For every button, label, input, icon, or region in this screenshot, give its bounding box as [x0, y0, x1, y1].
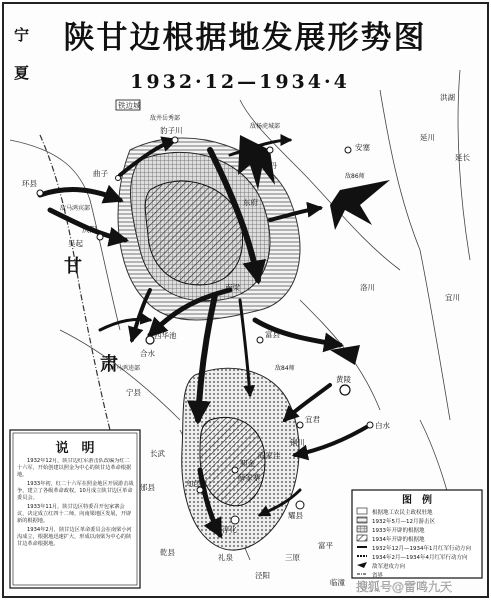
legend-item: 省界 [372, 573, 384, 579]
city-marker [257, 337, 263, 343]
place-huanxian: 环县 [22, 179, 37, 188]
legend-item: 敌军进攻方向 [372, 564, 406, 570]
place-huangling: 黄陵 [336, 375, 351, 384]
place-yanchuan: 延川 [420, 133, 435, 142]
place-zhidan: 志丹 [262, 161, 277, 170]
place-anjiaoliang: 安塞 [355, 143, 370, 152]
notes-title: 说 明 [55, 441, 95, 456]
place-baodianziao: 豹子川 [160, 126, 183, 135]
city-marker [297, 422, 303, 428]
city-marker [146, 336, 154, 344]
place-baishui: 白水 [375, 421, 390, 430]
place-fuxian: 富县 [265, 330, 280, 339]
place-yijun: 宜君 [305, 415, 320, 424]
place-lintong: 临潼 [330, 578, 345, 587]
city-marker [231, 516, 239, 524]
legend-item: 1932年12月—1934年1月红军行动方向 [372, 546, 471, 552]
place-wuqi: 吴起 [68, 239, 83, 248]
city-marker [37, 190, 43, 196]
place-yuanjiagou: 阎家洼 [258, 451, 281, 460]
city-marker [116, 176, 121, 181]
place-yanchang: 延长 [455, 153, 470, 162]
place-chunhua: 淳化 [222, 525, 237, 534]
place-changwu: 长武 [150, 449, 165, 458]
city-marker [172, 137, 178, 143]
place-liquan: 礼泉 [218, 553, 233, 562]
place-xuejiazhai: 薛家寨 [238, 473, 261, 482]
place-heshui: 合水 [140, 349, 155, 358]
map-title: 陕甘边根据地发展形势图 [63, 20, 427, 56]
city-marker [267, 147, 273, 153]
place-quzi: 曲子 [93, 169, 108, 178]
map-period: 1932·12—1934·4 [130, 71, 350, 93]
place-nanliang: 南梁 [225, 283, 240, 292]
notes-paragraph: 1933年初，红二十六军在照金地区开展游击战争，建立了各级革命政权，10月成立陕甘边区革命委员会。 [17, 481, 134, 501]
legend-item: 1933年开辟的根据地 [372, 528, 425, 534]
watermark: 搜狐号@雷鸣九天 [356, 580, 453, 594]
place-qingyang: 庆阳 [82, 225, 97, 234]
place-jingyang: 泾阳 [255, 571, 270, 580]
place-yaoxian: 耀县 [288, 511, 303, 520]
place-zhaojin: 照金 [240, 459, 255, 468]
legend-title: 图 例 [402, 495, 432, 506]
province-gansu-2: 肃 [100, 354, 118, 375]
place-qianxian: 乾县 [160, 548, 175, 557]
province-gansu-1: 甘 [64, 256, 82, 277]
place-hongcao: 洪湖 [440, 93, 455, 102]
annotation-5: 敌84师 [275, 365, 295, 372]
legend-item: 1934年开辟的根据地 [372, 537, 425, 543]
place-tiechibian: 铁边城 [118, 101, 141, 110]
place-binxian: 邠县 [140, 483, 155, 492]
place-tongchuan: 铜川 [290, 438, 305, 447]
place-dongfu: 东府 [243, 198, 258, 207]
notes-paragraph: 1932年12月，陕甘边红军游击队改编为红二十六军，开始创建以照金为中心的陕甘边革命根据地。 [17, 458, 132, 478]
place-ningxian: 宁县 [126, 388, 141, 397]
province-ningxia-2: 夏 [14, 64, 30, 82]
city-marker [296, 501, 304, 509]
place-fuping: 富平 [318, 541, 333, 550]
province-ningxia-1: 宁 [14, 26, 30, 44]
city-marker [367, 422, 373, 428]
city-marker [345, 147, 351, 153]
place-luochuan: 洛川 [360, 283, 375, 292]
notes-paragraph: 1934年2月，陕甘边区革命委员会在南梁小河沟成立，根据地迅速扩大，形成以南梁为中心的陕甘边革命根据地。 [17, 527, 132, 547]
place-xunyi: 旬邑 [186, 479, 201, 488]
annotation-1: 敌杨虎城部 [250, 123, 281, 130]
legend-item: 1934年2月—1934年4月红军行动方向 [372, 555, 468, 561]
legend-item: 根据地工农民主政权驻地 [372, 510, 433, 516]
notes-box [10, 430, 140, 588]
annotation-6: 敌马鸿逵部 [110, 365, 141, 372]
place-xihuachi: 西华池 [154, 331, 177, 340]
city-marker [97, 234, 103, 240]
legend-item: 1932年5月—12月游击区 [372, 519, 435, 525]
place-yichuan: 宜川 [445, 293, 460, 302]
annotation-4: 敌井岳秀部 [150, 115, 181, 122]
annotation-2: 敌马鸿宾部 [60, 205, 91, 212]
legend-box [352, 490, 482, 579]
notes-paragraph: 1933年11月，陕甘边区特委召开包家寨会议，决定成立红四十二师，向南梁地区发展，开辟新的根据地。 [17, 504, 132, 524]
annotation-3: 敌86师 [345, 173, 365, 180]
place-sanyuan: 三原 [285, 553, 300, 562]
city-marker [340, 385, 350, 395]
